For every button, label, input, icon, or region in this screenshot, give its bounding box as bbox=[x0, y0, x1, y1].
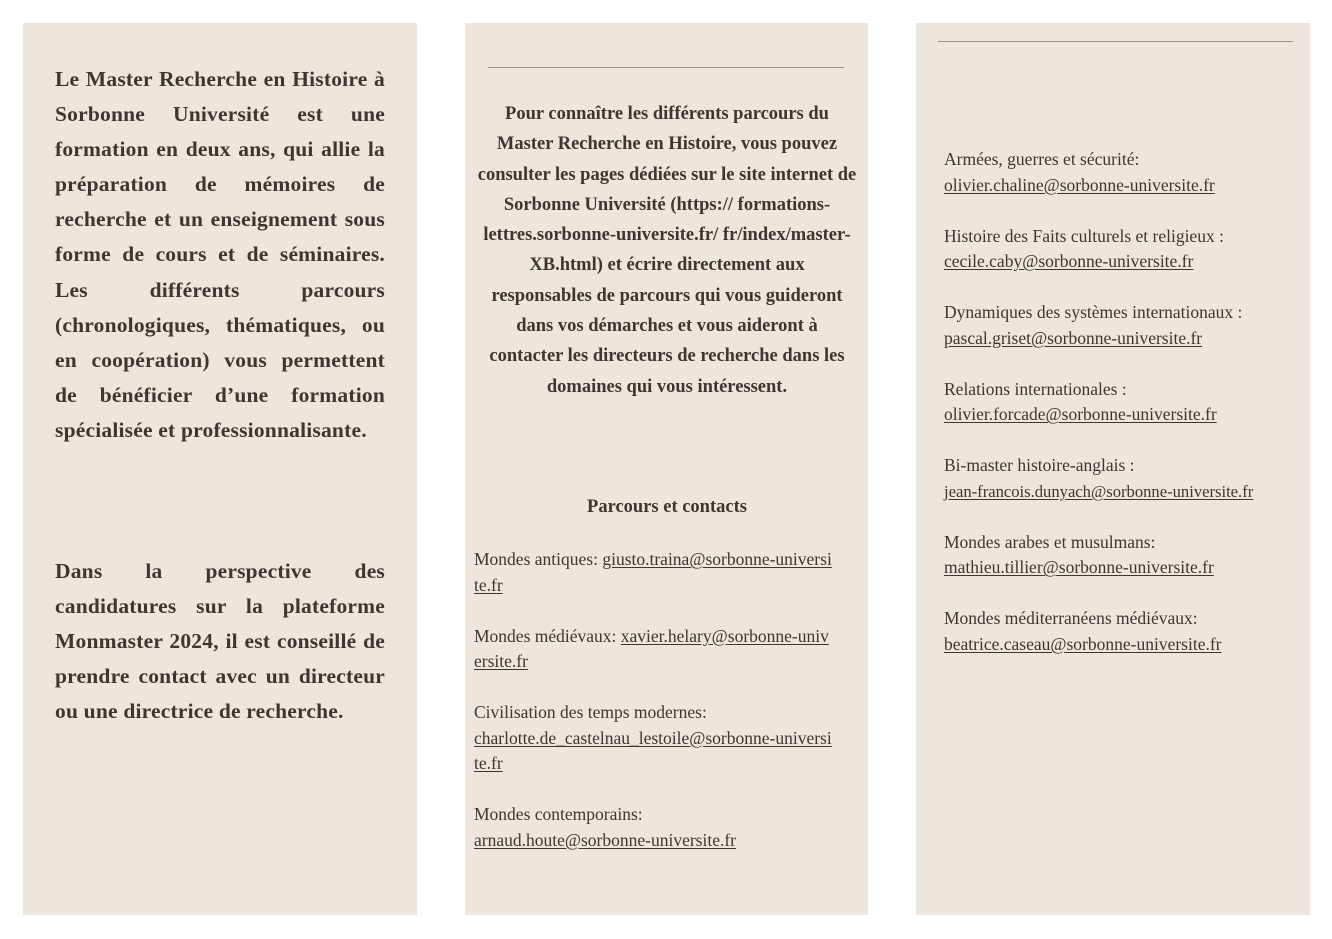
contact-email-link[interactable]: giusto.traina@sorbonne-universite.fr bbox=[474, 549, 832, 595]
contact-label: Bi-master histoire-anglais : bbox=[944, 455, 1135, 475]
contact-label: Mondes méditerranéens médiévaux: bbox=[944, 608, 1198, 628]
contact-label: Mondes arabes et musulmans: bbox=[944, 531, 1156, 552]
contact-list-middle bbox=[474, 547, 834, 879]
divider-line bbox=[488, 67, 844, 68]
contact-label: Mondes antiques: bbox=[474, 549, 598, 569]
contact-email-link[interactable]: pascal.griset@sorbonne-universite.fr bbox=[944, 327, 1203, 348]
contact-label: Dynamiques des systèmes internationaux : bbox=[944, 302, 1243, 322]
contact-item bbox=[944, 377, 1310, 428]
contact-item bbox=[944, 300, 1310, 351]
contact-item bbox=[944, 224, 1310, 275]
left-panel bbox=[23, 23, 417, 915]
contact-email-link[interactable]: mathieu.tillier@sorbonne-universite.fr bbox=[944, 557, 1214, 577]
contact-item bbox=[474, 700, 834, 777]
contacts-heading: Parcours et contacts bbox=[587, 497, 747, 517]
contact-label: Armées, guerres et sécurité: bbox=[944, 149, 1140, 169]
middle-panel bbox=[465, 23, 868, 915]
contact-email-link[interactable]: charlotte.de_castelnau_lestoile@sorbonne-universite.fr bbox=[474, 727, 832, 773]
right-panel bbox=[916, 23, 1310, 915]
contact-email-link[interactable]: arnaud.houte@sorbonne-universite.fr bbox=[474, 829, 737, 850]
contact-email-link[interactable]: jean-francois.dunyach@sorbonne-universite.fr bbox=[944, 481, 1254, 501]
contact-label: Histoire des Faits culturels et religieux : bbox=[944, 225, 1224, 246]
advice-paragraph: Dans la perspective des candidatures sur la plateforme Monmaster 2024, il est conseillé de prendre contact avec un directeur ou une directrice de recherche. bbox=[55, 559, 385, 724]
contact-email-link[interactable]: olivier.forcade@sorbonne-universite.fr bbox=[944, 404, 1217, 424]
contact-item bbox=[474, 547, 834, 598]
contact-label: Civilisation des temps modernes: bbox=[474, 702, 707, 722]
contact-item bbox=[944, 530, 1310, 581]
contact-email-link[interactable]: olivier.chaline@sorbonne-universite.fr bbox=[944, 174, 1215, 195]
contact-email-link[interactable]: beatrice.caseau@sorbonne-universite.fr bbox=[944, 633, 1222, 654]
contact-email-link[interactable]: cecile.caby@sorbonne-universite.fr bbox=[944, 251, 1194, 271]
contact-list-right bbox=[944, 147, 1310, 683]
intro-paragraph: Le Master Recherche en Histoire à Sorbonne Université est une formation en deux ans, qui allie la préparation de mémoires de recherche et un enseignement sous forme de cours et de séminaires. Les différents parcours (chronologiques, thématiques, ou en coopération) vous permettent de bénéficier d’une formation spécialisée et professionnalisante. bbox=[55, 67, 385, 442]
contact-item bbox=[944, 147, 1310, 198]
contact-email-link[interactable]: xavier.helary@sorbonne-universite.fr bbox=[474, 625, 829, 671]
contact-label: Mondes médiévaux: bbox=[474, 625, 617, 646]
contact-item bbox=[474, 624, 834, 675]
contact-item bbox=[944, 453, 1310, 504]
divider-line bbox=[938, 41, 1293, 42]
contact-item bbox=[474, 802, 834, 853]
contact-item bbox=[944, 606, 1310, 657]
contact-label: Relations internationales : bbox=[944, 378, 1127, 399]
parcours-info-paragraph: Pour connaître les différents parcours du Master Recherche en Histoire, vous pouvez consulter les pages dédiées sur le site internet de Sorbonne Université (https:// formations-lettres.sorbonne-universite.fr/ fr/index/master-XB.html) et écrire directement aux responsables de parcours qui vous guideront dans vos démarches et vous aideront à contacter les directeurs de recherche dans les domaines qui vous intéressent. bbox=[477, 104, 857, 397]
contact-label: Mondes contemporains: bbox=[474, 804, 643, 824]
